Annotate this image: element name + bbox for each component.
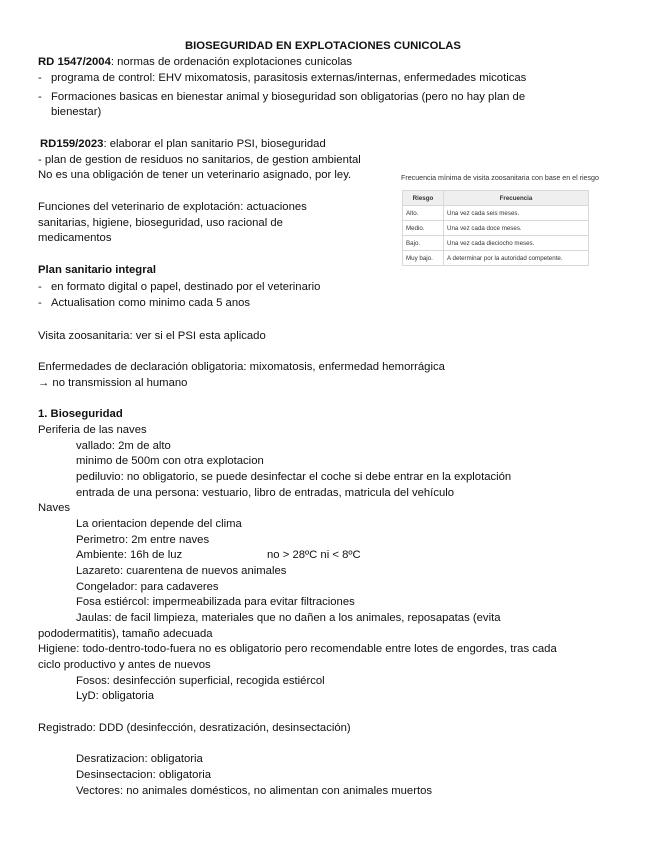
rd159-line-3: No es una obligación de tener un veterinario asignado, por ley. [38,169,352,181]
plan-bullet-1: en formato digital o papel, destinado por el veterinario [51,281,321,293]
bullet-dash: - [38,91,42,103]
freq-cell-riesgo: Medio. [403,221,444,236]
periferia-label: Periferia de las naves [38,424,147,436]
higiene-line-1: Higiene: todo-dentro-todo-fuera no es obligatorio pero recomendable entre lotes de engordes, tras cada [38,643,557,655]
naves-item: Jaulas: de facil limpieza, materiales que no dañen a los animales, reposapatas (evita [76,612,501,624]
page-title: BIOSEGURIDAD EN EXPLOTACIONES CUNICOLAS [185,40,461,52]
naves-item: Fosa estiércol: impermeabilizada para evitar filtraciones [76,596,355,608]
jaulas-continuation: pododermatitis), tamaño adecuada [38,628,213,640]
rd159-text: : elaborar el plan sanitario PSI, bioseguridad [103,138,326,150]
higiene-item: Fosos: desinfección superficial, recogida estiércol [76,675,325,687]
visita-line: Visita zoosanitaria: ver si el PSI esta aplicado [38,330,266,342]
plan-heading: Plan sanitario integral [38,264,157,276]
freq-header-riesgo: Riesgo [403,191,444,206]
table-row [403,221,589,236]
table-row [403,251,589,266]
naves-item: Congelador: para cadaveres [76,581,219,593]
enfermedades-line-1: Enfermedades de declaración obligatoria: mixomatosis, enfermedad hemorrágica [38,361,445,373]
rd159-code: RD159/2023 [40,138,104,150]
freq-cell-riesgo: Muy bajo. [403,251,444,266]
naves-label: Naves [38,502,71,514]
periferia-item: minimo de 500m con otra explotacion [76,455,264,467]
rd1547-bullet-2-cont: bienestar) [51,106,102,118]
periferia-item: pediluvio: no obligatorio, se puede desinfectar el coche si debe entrar en la explotación [76,471,512,483]
bullet-dash: - [38,281,42,293]
rd1547-line [38,55,352,69]
naves-item: Lazareto: cuarentena de nuevos animales [76,565,287,577]
rd1547-bullet-2: Formaciones basicas en bienestar animal y bioseguridad son obligatorias (pero no hay plan de [51,91,526,103]
freq-table-caption: Frecuencia mínima de visita zoosanitaria con base en el riesgo [401,174,599,182]
table-row [403,206,589,221]
freq-table-header-row [403,191,589,206]
naves-item: Ambiente: 16h de luz [76,549,183,561]
ddd-item: Vectores: no animales domésticos, no alimentan con animales muertos [76,785,433,797]
enfermedades-line-2: → no transmission al humano [38,377,188,389]
naves-item: La orientacion depende del clima [76,518,242,530]
funciones-line-3: medicamentos [38,232,112,244]
plan-bullet-2: Actualisation como minimo cada 5 anos [51,297,251,309]
freq-cell-frecuencia: Una vez cada seis meses. [444,206,589,221]
ambiente-temperature: no > 28ºC ni < 8ºC [267,549,361,561]
freq-cell-frecuencia: Una vez cada dieciocho meses. [444,236,589,251]
ddd-item: Desinsectacion: obligatoria [76,769,212,781]
funciones-line-1: Funciones del veterinario de explotación: actuaciones [38,201,307,213]
freq-table [402,190,589,266]
periferia-item: vallado: 2m de alto [76,440,171,452]
freq-cell-frecuencia: Una vez cada doce meses. [444,221,589,236]
freq-header-frecuencia: Frecuencia [444,191,589,206]
bullet-dash: - [38,72,42,84]
bullet-dash: - [38,297,42,309]
funciones-line-2: sanitarias, higiene, bioseguridad, uso racional de [38,217,283,229]
rd159-line-2: - plan de gestion de residuos no sanitarios, de gestion ambiental [38,154,361,166]
registrado-line: Registrado: DDD (desinfección, desratización, desinsectación) [38,722,351,734]
rd1547-code: RD 1547/2004 [38,56,111,68]
rd1547-text: : normas de ordenación explotaciones cunicolas [110,56,353,68]
periferia-item: entrada de una persona: vestuario, libro de entradas, matricula del vehículo [76,487,455,499]
naves-item: Perimetro: 2m entre naves [76,534,210,546]
higiene-line-2: ciclo productivo y antes de nuevos [38,659,211,671]
section-1-heading: 1. Bioseguridad [38,408,123,420]
rd159-line [40,137,326,151]
freq-cell-riesgo: Bajo. [403,236,444,251]
table-row [403,236,589,251]
ddd-item: Desratizacion: obligatoria [76,753,203,765]
freq-cell-frecuencia: A determinar por la autoridad competente. [444,251,589,266]
higiene-item: LyD: obligatoria [76,690,155,702]
freq-cell-riesgo: Alto. [403,206,444,221]
rd1547-bullet-1: programa de control: EHV mixomatosis, parasitosis externas/internas, enfermedades micoticas [51,72,527,84]
